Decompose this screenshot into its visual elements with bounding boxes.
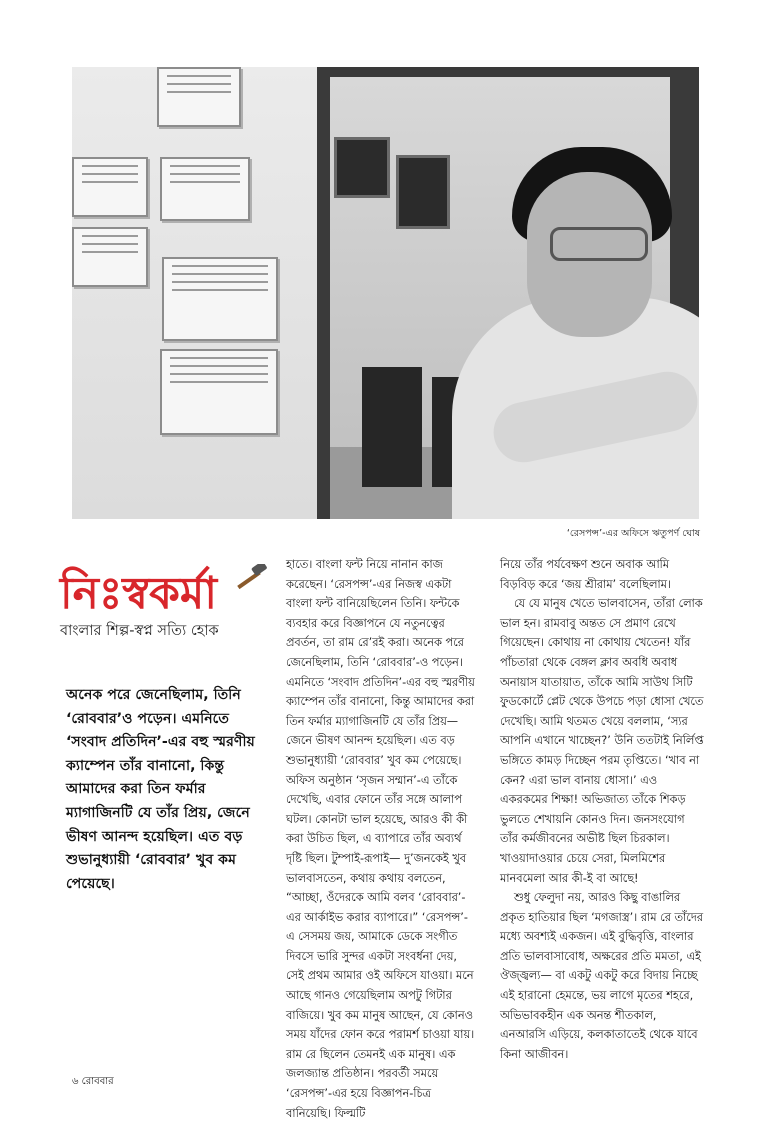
body-paragraph: হাতে। বাংলা ফন্ট নিয়ে নানান কাজ করেছেন। ‘রেসপন্স’-এর নিজস্ব একটা বাংলা ফন্ট বানিয়েছিলেন তিনি। ফন্টকে ব্যবহার করে বিজ্ঞাপনে যে নতুনত্বের প্রবর্তন, তা রাম রে’রই করা। অনেক পরে জেনেছিলাম, তিনি ‘রোববার’-ও পড়েন। এমনিতে ‘সংবাদ প্রতিদিন’-এর বহু স্মরণীয় ক্যাম্পেন তাঁর বানানো, কিন্তু আমাদের করা তিন ফর্মার ম্যাগাজিনটি যে তাঁর প্রিয়— জেনে ভীষণ আনন্দ হয়েছিল। এত বড় শুভানুধ্যায়ী ‘রোববার’ খুব কম পেয়েছে। অফিস অনুষ্ঠান ‘সৃজন সম্মান’-এ তাঁকে দেখেছি, এবার ফোনে তাঁর সঙ্গে আলাপ ঘটল। কোনটা ভাল হয়েছে, আরও কী কী করা উচিত ছিল, এ ব্যাপারে তাঁর অব্যর্থ দৃষ্টি ছিল। টুম্পাই-রূপাই— দু’জনকেই খুব ভালবাসতেন, কথায় কথায় বলতেন, “আচ্ছা, ওঁদেরকে আমি বলব ‘রোববার’-এর আর্কাইভ করার ব্যাপারে।” ‘রেসপন্স’-এ সেসময় জয়, আমাকে ডেকে সংগীত দিবসে ভারি সুন্দর একটা সংবর্ধনা দেয়, সেই প্রথম আমার ওই অফিসে যাওয়া। মনে আছে গানও গেয়েছিলাম অপটু গিটার বাজিয়ে। খুব কম মানুষ আছেন, যে কোনও সময় যাঁদের ফোন করে পরামর্শ চাওয়া যায়। রাম রে ছিলেন তেমনই এক মানুষ। এক জলজ্যান্ত প্রতিষ্ঠান। পরবর্তী সময়ে ‘রেসপন্স’-এর হয়ে বিজ্ঞাপন-চিত্র বানিয়েছি। ফিল্মটি (286, 558, 475, 1120)
page-folio: ৬ রোববার (72, 1076, 114, 1087)
photo-caption: ‘রেসপন্স’-এর অফিসে ঋতুপর্ণ ঘোষ (566, 528, 700, 539)
body-paragraph: নিয়ে তাঁর পর্যবেক্ষণ শুনে অবাক আমি বিড়বিড় করে ‘জয় শ্রীরাম’ বলেছিলাম। (500, 558, 671, 591)
section-title: নিঃস্বকর্মা (60, 568, 218, 619)
body-paragraph: যে যে মানুষ খেতে ভালবাসেন, তাঁরা লোক ভাল হন। রামবাবু অন্তত সে প্রমাণ রেখে গিয়েছেন। কোথায় না কোথায় খেতেন! যাঁর পাঁচতারা থেকে বেঙ্গল ক্লাব অবধি অবাধ অনায়াস যাতায়াত, তাঁকে আমি সাউথ সিটি ফুডকোর্টে প্লেট থেকে উপচে পড়া ধোসা খেতে দেখেছি। আমি থতমত খেয়ে বললাম, ‘স্যর আপনি এখানে খাচ্ছেন?’ উনি ততটাই নির্লিপ্ত ভঙ্গিতে কামড় দিচ্ছেন পরম তৃপ্তিতে। ‘খাব না কেন? এরা ভাল বানায় ধোসা।’ এও একরকমের শিক্ষা! অভিজাত্য তাঁকে শিকড় ভুলতে শেখায়নি কোনও দিন। জনসংযোগ তাঁর কর্মজীবনের অভীষ্ট ছিল চিরকাল। খাওয়াদাওয়ার চেয়ে সেরা, মিলমিশের মানবমেলা আর কী-ই বা আছে! (500, 597, 704, 885)
section-subtitle: বাংলার শিল্প-স্বপ্ন সত্যি হোক (60, 623, 219, 639)
pull-quote: অনেক পরে জেনেছিলাম, তিনি ‘রোববার’ও পড়েন। এমনিতে ‘সংবাদ প্রতিদিন’-এর বহু স্মরণীয় ক্যাম্পেন তাঁর বানানো, কিন্তু আমাদের করা তিন ফর্মার ম্যাগাজিনটি যে তাঁর প্রিয়, জেনে ভীষণ আনন্দ হয়েছিল। এত বড় শুভানুধ্যায়ী ‘রোববার’ খুব কম পেয়েছে। (66, 687, 255, 892)
article-photo (72, 67, 699, 519)
body-column-3 (500, 555, 705, 1064)
hammer-icon (232, 564, 268, 594)
body-paragraph: শুধু ফেলুদা নয়, আরও কিছু বাঙালির প্রকৃত হাতিয়ার ছিল ‘মগজাস্ত্র’। রাম রে তাঁদের মধ্যে অবশ্যই একজন। এই বুদ্ধিবৃত্তি, বাংলার প্রতি ভালবাসাবোধ, অক্ষরের প্রতি মমতা, এই ঔজ্জ্বল্য— বা একটু একটু করে বিদায় নিচ্ছে এই হারানো হেমন্তে, ভয় লাগে মৃতের শহরে, অভিভাবকহীন এক অনন্ত শীতকাল, এনআরসি এড়িয়ে, কলকাতাতেই থেকে যাবে কিনা আজীবন। (500, 891, 703, 1061)
section-heading (60, 568, 270, 644)
body-column-2 (286, 555, 476, 1123)
